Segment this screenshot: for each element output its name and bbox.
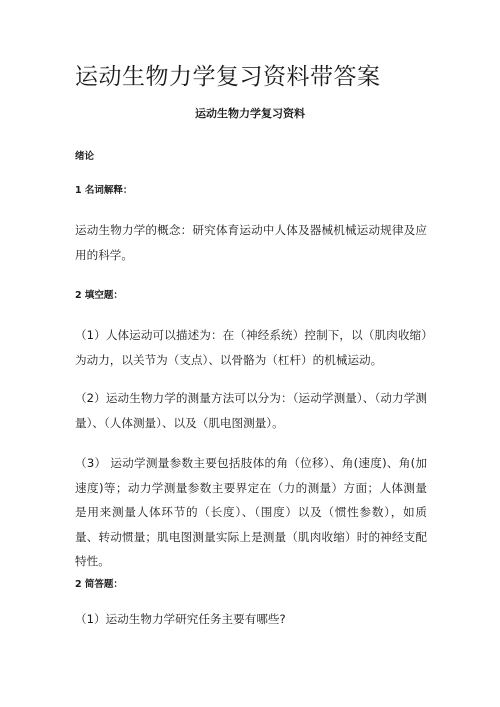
definition-paragraph: 运动生物力学的概念：研究体育运动中人体及器械机械运动规律及应用的科学。: [75, 223, 427, 262]
document-subtitle: 运动生物力学复习资料: [195, 107, 305, 120]
section-fill-heading: 2 填空题：: [75, 290, 123, 301]
fill-item-1: （1）人体运动可以描述为：在（神经系统）控制下，以（肌肉收缩）为动力，以关节为（支点）、以骨骼为（杠杆）的机械运动。: [75, 328, 427, 367]
section-short-answer-heading: 2 简答题：: [75, 579, 123, 590]
document-title: 运动生物力学复习资料带答案: [75, 64, 381, 90]
section-definition-heading: 1 名词解释：: [75, 185, 133, 196]
fill-item-3: （3） 运动学测量参数主要包括肢体的角（位移）、角(速度)、角(加速度)等；动力学测量参数主要界定在（力的测量）方面；人体测量是用来测量人体环节的（长度）、（围度）以及（惯性参数），如质量、转动惯量；肌电图测量实际上是测量（肌肉收缩）时的神经支配特性。: [75, 456, 427, 568]
section-intro-heading: 绪论: [75, 151, 95, 162]
fill-item-2: （2）运动生物力学的测量方法可以分为：（运动学测量）、（动力学测量）、（人体测量）、以及（肌电图测量）。: [75, 391, 427, 430]
question-1: （1）运动生物力学研究任务主要有哪些?: [75, 612, 286, 626]
